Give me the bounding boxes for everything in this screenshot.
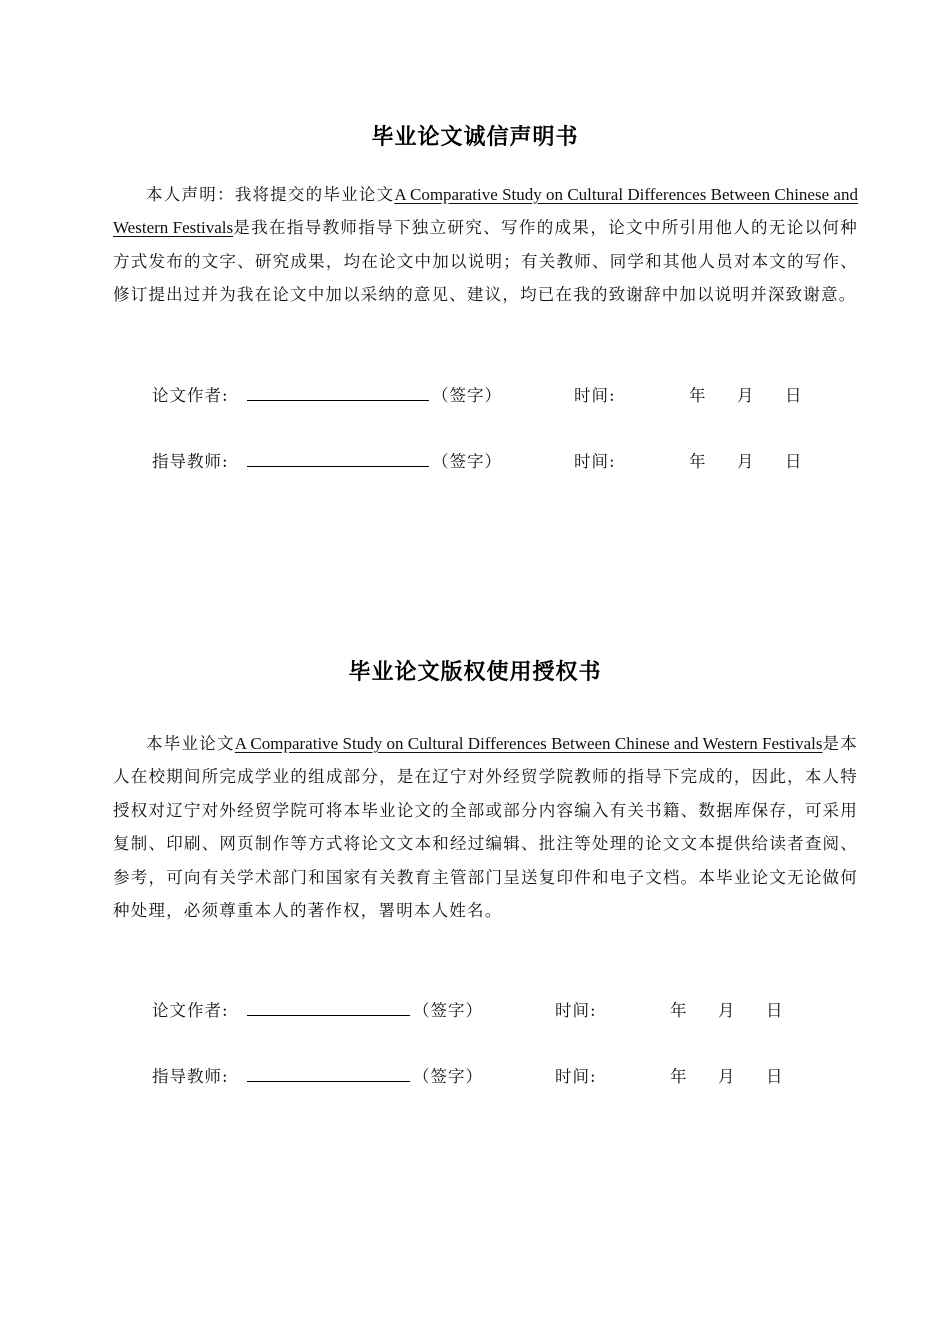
time-label: 时间: <box>555 1067 597 1086</box>
month-label: 月 <box>737 386 755 405</box>
paragraph-prefix: 本毕业论文 <box>146 734 235 753</box>
month-label: 月 <box>737 452 755 471</box>
copyright-authorization-title: 毕业论文版权使用授权书 <box>348 660 602 685</box>
year-label: 年 <box>689 452 707 471</box>
thesis-title: A Comparative Study on Cultural Differences Between Chinese and Western Festivals <box>234 734 823 753</box>
signature-line[interactable] <box>247 382 429 405</box>
day-label: 日 <box>785 452 803 471</box>
time-label: 时间: <box>574 386 616 405</box>
signature-label: 指导教师: <box>152 1067 229 1086</box>
signature-label: 论文作者: <box>152 1001 229 1020</box>
month-label: 月 <box>718 1067 736 1086</box>
sign-note: （签字） <box>413 1001 483 1020</box>
time-label: 时间: <box>574 452 616 471</box>
sign-note: （签字） <box>413 1067 483 1086</box>
paragraph-prefix: 本人声明：我将提交的毕业论文 <box>146 185 395 204</box>
year-label: 年 <box>689 386 707 405</box>
copyright-authorization-paragraph <box>113 727 858 927</box>
time-label: 时间: <box>555 1001 597 1020</box>
signature-label: 论文作者: <box>152 386 229 405</box>
signature-label: 指导教师: <box>152 452 229 471</box>
signature-line[interactable] <box>247 997 410 1020</box>
day-label: 日 <box>766 1001 784 1020</box>
signature-line[interactable] <box>247 448 429 471</box>
integrity-statement-paragraph <box>113 178 858 312</box>
day-label: 日 <box>766 1067 784 1086</box>
month-label: 月 <box>718 1001 736 1020</box>
paragraph-body: 是我在指导教师指导下独立研究、写作的成果，论文中所引用他人的无论以何种方式发布的文字、研究成果，均在论文中加以说明；有关教师、同学和其他人员对本文的写作、修订提出过并为我在论文中加以采纳的意见、建议，均已在我的致谢辞中加以说明并深致谢意。 <box>113 218 858 305</box>
year-label: 年 <box>670 1001 688 1020</box>
paragraph-body: 是本人在校期间所完成学业的组成部分，是在辽宁对外经贸学院教师的指导下完成的，因此，本人特授权对辽宁对外经贸学院可将本毕业论文的全部或部分内容编入有关书籍、数据库保存，可采用复制、印刷、网页制作等方式将论文文本和经过编辑、批注等处理的论文文本提供给读者查阅、参考，可向有关学术部门和国家有关教育主管部门呈送复印件和电子文档。本毕业论文无论做何种处理，必须尊重本人的著作权，署明本人姓名。 <box>113 734 859 921</box>
thesis-title: A Comparative Study on Cultural Differences Between Chinese and Western Festivals <box>113 185 858 238</box>
day-label: 日 <box>785 386 803 405</box>
sign-note: （签字） <box>432 386 502 405</box>
integrity-statement-title: 毕业论文诚信声明书 <box>371 125 579 150</box>
sign-note: （签字） <box>432 452 502 471</box>
year-label: 年 <box>670 1067 688 1086</box>
signature-line[interactable] <box>247 1063 410 1086</box>
